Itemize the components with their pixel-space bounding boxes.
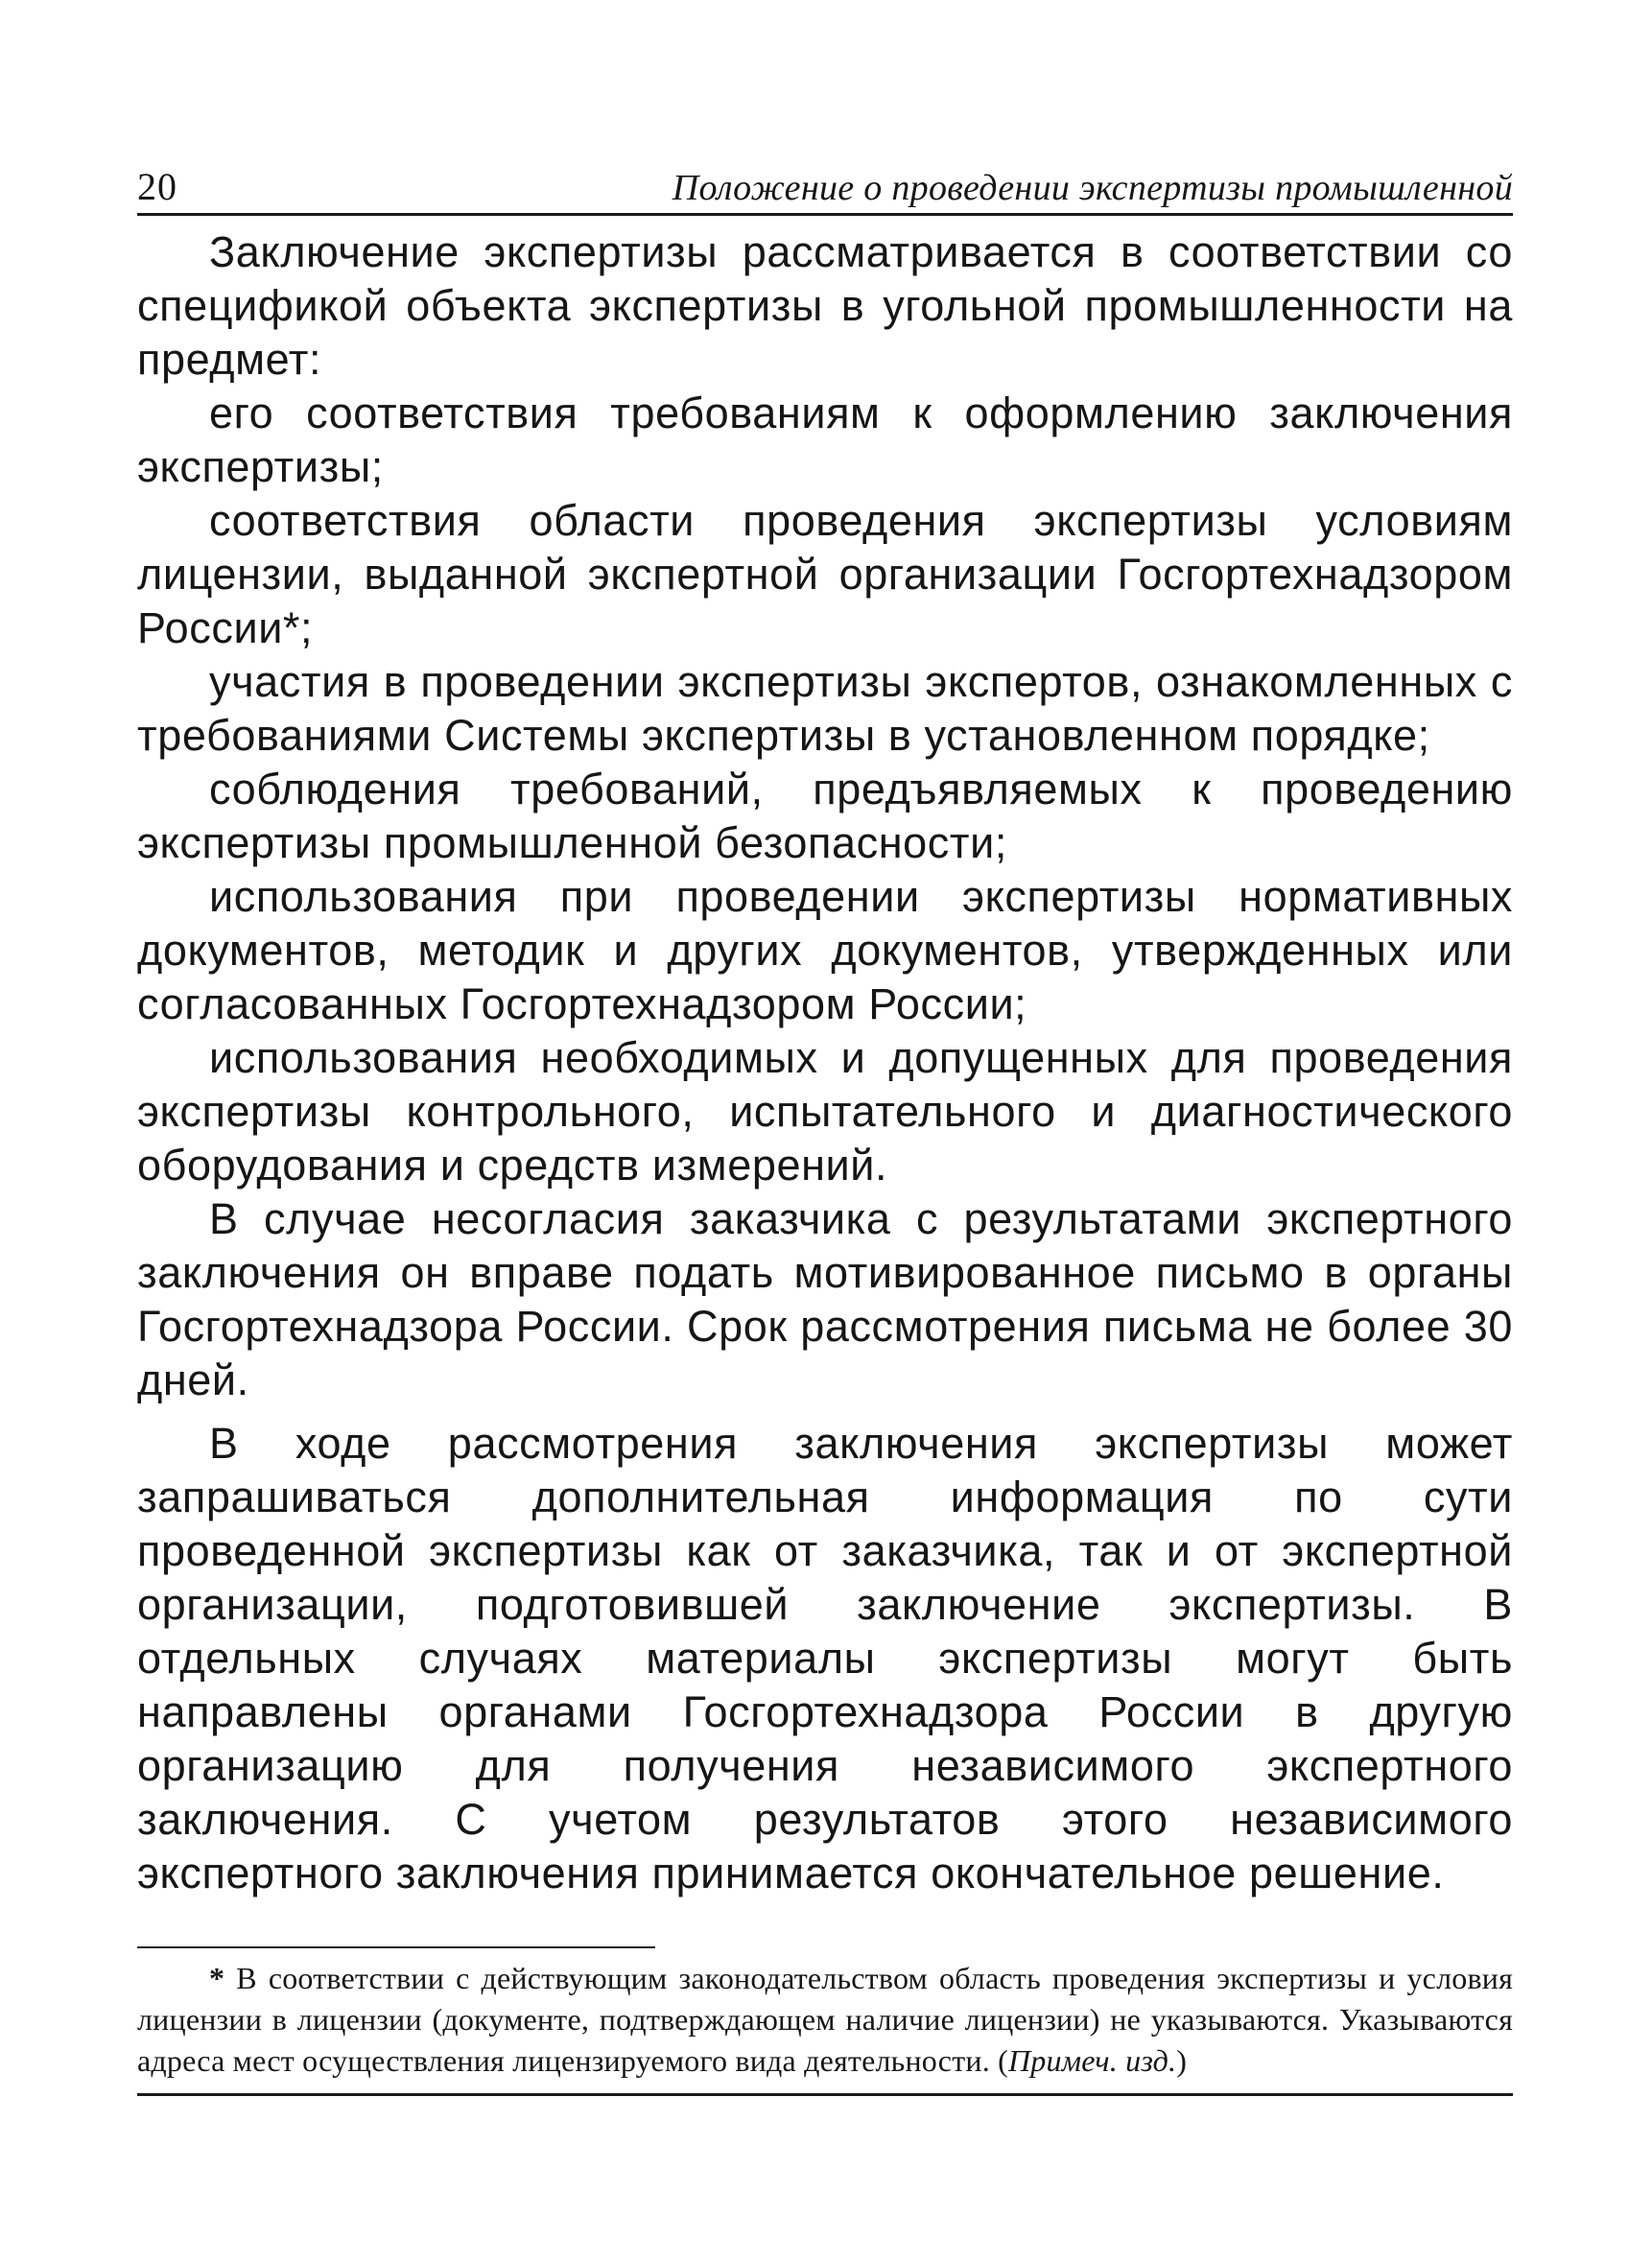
footnote-text: В соответствии с действующим законодательством область проведения экспертизы и условия лицензии в лицензии (документе, подтверждающем наличие лицензии) не указываются. Указываются адреса мест осуществления лицензируемого вида деятельности. (	[137, 1961, 1513, 2078]
list-item: соблюдения требований, предъявляемых к проведению экспертизы промышленной безопасности;	[137, 765, 1513, 867]
paragraph: В случае несогласия заказчика с результатами экспертного заключения он вправе подать мотивированное письмо в органы Госгортехнадзора России. Срок рассмотрения письма не более 30 дней.	[137, 1194, 1513, 1404]
page-number: 20	[137, 165, 177, 208]
footnote-close: )	[1176, 2043, 1188, 2078]
list-item: использования при проведении экспертизы нормативных документов, методик и других документов, утвержденных или согласованных Госгортехнадзором России;	[137, 872, 1513, 1028]
footnote-separator	[137, 1946, 655, 1948]
paragraph: Заключение экспертизы рассматривается в соответствии со спецификой объекта экспертизы в угольной промышленности на предмет:	[137, 227, 1513, 384]
footnote	[137, 1958, 1513, 2082]
bottom-rule	[137, 2093, 1513, 2096]
list-item: его соответствия требованиям к оформлению заключения экспертизы;	[137, 389, 1513, 491]
paragraph-gap	[137, 1407, 1513, 1417]
footnote-marker: *	[209, 1961, 225, 1995]
list-item: соответствия области проведения экспертизы условиям лицензии, выданной экспертной организации Госгортехнадзором России*;	[137, 496, 1513, 652]
document-page	[137, 153, 1513, 2096]
list-item: использования необходимых и допущенных для проведения экспертизы контрольного, испытательного и диагностического оборудования и средств измерений.	[137, 1033, 1513, 1190]
list-item: участия в проведении экспертизы экспертов, ознакомленных с требованиями Системы экспертизы в установленном порядке;	[137, 657, 1513, 760]
paragraph: В ходе рассмотрения заключения экспертизы может запрашиваться дополнительная информация по сути проведенной экспертизы как от заказчика, так и от экспертной организации, подготовившей заключение экспертизы. В отдельных случаях материалы экспертизы могут быть направлены органами Госгортехнадзора России в другую организацию для получения независимого экспертного заключения. С учетом результатов этого независимого экспертного заключения принимается окончательное решение.	[137, 1419, 1513, 1897]
running-header	[137, 153, 1513, 216]
footnote-editor-note: Примеч. изд.	[1007, 2043, 1177, 2078]
body-text	[137, 225, 1513, 1900]
running-title: Положение о проведении экспертизы промышленной	[672, 168, 1513, 208]
